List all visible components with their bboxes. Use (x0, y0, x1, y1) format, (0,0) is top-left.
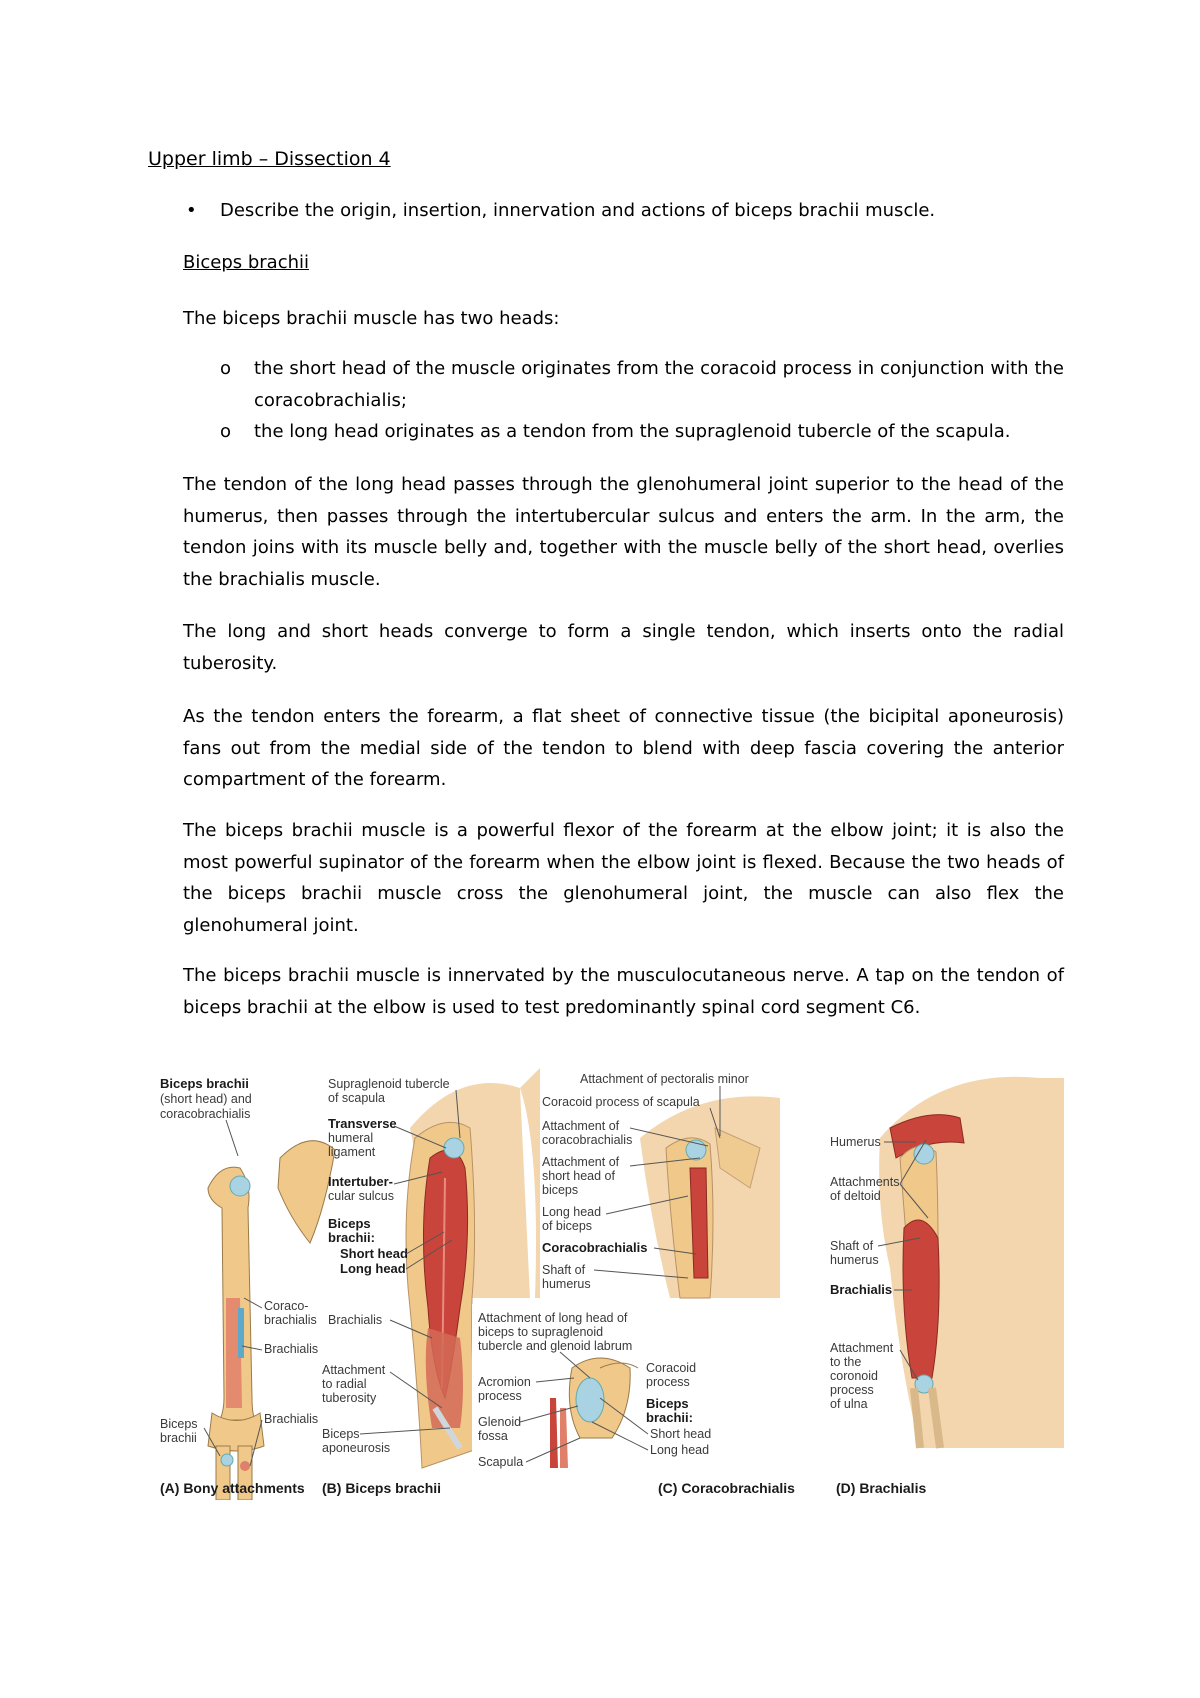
anatomy-figure (160, 1068, 1064, 1500)
objective-text: Describe the origin, insertion, innervation and actions of biceps brachii muscle. (220, 200, 936, 221)
panel-a (160, 1076, 335, 1500)
label-inset-coracoid-2: process (646, 1375, 690, 1389)
label-attach-coraco-2: coracobrachialis (542, 1133, 633, 1147)
label-shaft-humerus: Shaft of (830, 1239, 874, 1253)
label-coracobrachialis-2: brachialis (264, 1313, 317, 1327)
label-biceps-brachii-2: brachii (160, 1431, 197, 1445)
objective-item (186, 200, 935, 221)
label-coracobrachialis: Coraco- (264, 1299, 309, 1313)
label-inset-long-head-2: biceps to supraglenoid (478, 1325, 604, 1339)
label-pectoralis-minor: Attachment of pectoralis minor (580, 1072, 749, 1086)
label-coronoid: Attachment (830, 1341, 894, 1355)
label-brachialis-1: Brachialis (264, 1342, 319, 1356)
label-attach-short-3: biceps (542, 1183, 579, 1197)
label-humerus: Humerus (830, 1135, 881, 1149)
label-transverse-3: ligament (328, 1145, 376, 1159)
list-marker: o (220, 421, 232, 442)
label-long-head: Long head (340, 1261, 406, 1276)
label-long-head: Long head (542, 1205, 602, 1219)
label-inset-long-head-3: tubercle and glenoid labrum (478, 1339, 633, 1353)
caption-panel-c: (C) Coracobrachialis (658, 1480, 795, 1496)
caption-panel-b: (B) Biceps brachii (322, 1480, 442, 1496)
label-brachialis: Brachialis (328, 1313, 383, 1327)
panel-d (830, 1077, 1064, 1496)
list-marker: o (220, 358, 232, 379)
label-coracoid-process: Coracoid process of scapula (542, 1095, 700, 1109)
label-biceps-2: brachii: (328, 1230, 375, 1245)
label-transverse-2: humeral (328, 1131, 374, 1145)
label-biceps: Biceps (328, 1216, 371, 1231)
anatomy-illustration (160, 1068, 1064, 1500)
paragraph-insertion: The long and short heads converge to form a single tendon, which inserts onto the radial tuberosity. (183, 621, 1064, 674)
paragraph-aponeurosis: As the tendon enters the forearm, a flat sheet of connective tissue (the bicipital aponeurosis) fans out from the medial side of the tendon to blend with deep fascia covering the anterior compartment of the forearm. (183, 706, 1064, 790)
label-inset-coracoid: Coracoid (646, 1361, 697, 1375)
caption-panel-d: (D) Brachialis (836, 1480, 927, 1496)
label-aponeurosis: Biceps (322, 1427, 360, 1441)
label-brachialis-d: Brachialis (830, 1282, 893, 1297)
label-glenoid-2: fossa (478, 1429, 508, 1443)
heads-list (220, 353, 1064, 448)
page-title: Upper limb – Dissection 4 (148, 148, 391, 170)
label-shaft-humerus-2: humerus (830, 1253, 879, 1267)
label-deltoid-2: of deltoid (830, 1189, 881, 1203)
intro-paragraph: The biceps brachii muscle has two heads: (183, 308, 560, 329)
label-inset-long-head-label: Long head (650, 1443, 710, 1457)
label-attach-short: Attachment of (542, 1155, 620, 1169)
label-intertubercular: Intertuber- (328, 1174, 393, 1189)
list-item-text: the long head originates as a tendon from the supraglenoid tubercle of the scapula. (254, 421, 1011, 442)
label-inset-biceps-2: brachii: (646, 1410, 693, 1425)
label-biceps-short-head-3: coracobrachialis (160, 1107, 251, 1121)
label-attach-short-2: short head of (542, 1169, 615, 1183)
label-transverse: Transverse (328, 1116, 397, 1131)
label-radial-tuberosity-2: to radial (322, 1377, 367, 1391)
label-intertubercular-2: cular sulcus (328, 1189, 394, 1203)
label-glenoid: Glenoid (478, 1415, 522, 1429)
label-coronoid-5: of ulna (830, 1397, 868, 1411)
label-aponeurosis-2: aponeurosis (322, 1441, 391, 1455)
label-coronoid-2: to the (830, 1355, 862, 1369)
paragraph-innervation: The biceps brachii muscle is innervated by the musculocutaneous nerve. A tap on the tendon of biceps brachii at the elbow is used to test predominantly spinal cord segment C6. (183, 965, 1064, 1018)
list-item (220, 353, 1064, 416)
label-coronoid-4: process (830, 1383, 874, 1397)
label-brachialis-2: Brachialis (264, 1412, 319, 1426)
label-biceps-short-head: Biceps brachii (160, 1076, 249, 1091)
label-deltoid: Attachments (830, 1175, 900, 1189)
section-heading: Biceps brachii (183, 252, 310, 273)
list-item-text: the short head of the muscle originates from the coracoid process in conjunction with the coracobrachialis; (254, 358, 1064, 411)
label-acromion: Acromion (478, 1375, 531, 1389)
caption-panel-a: (A) Bony attachments (160, 1480, 305, 1496)
label-coracobrachialis: Coracobrachialis (542, 1240, 648, 1255)
label-inset-long-head: Attachment of long head of (478, 1311, 628, 1325)
label-radial-tuberosity: Attachment (322, 1363, 386, 1377)
label-inset-biceps: Biceps (646, 1396, 689, 1411)
label-coronoid-3: coronoid (830, 1369, 878, 1383)
bullet-marker: • (186, 200, 197, 221)
label-acromion-2: process (478, 1389, 522, 1403)
label-long-head-2: of biceps (542, 1219, 593, 1233)
label-shaft-2: humerus (542, 1277, 591, 1291)
inset-glenoid (472, 1304, 711, 1476)
label-radial-tuberosity-3: tuberosity (322, 1391, 377, 1405)
label-attach-coraco: Attachment of (542, 1119, 620, 1133)
paragraph-actions: The biceps brachii muscle is a powerful flexor of the forearm at the elbow joint; it is also the most powerful supinator of the forearm when the elbow joint is flexed. Because the two heads of the biceps brachii muscle cross the glenohumeral joint, the muscle can also flex the glenohumeral joint. (183, 820, 1064, 936)
label-inset-short-head: Short head (650, 1427, 712, 1441)
label-biceps-short-head-2: (short head) and (160, 1092, 252, 1106)
list-item (220, 416, 1064, 448)
label-biceps-brachii: Biceps (160, 1417, 198, 1431)
paragraph-tendon-long-head: The tendon of the long head passes through the glenohumeral joint superior to the head of the humerus, then passes through the intertubercular sulcus and enters the arm. In the arm, the tendon joins with its muscle belly and, together with the muscle belly of the short head, overlies the brachialis muscle. (183, 474, 1064, 590)
label-shaft: Shaft of (542, 1263, 586, 1277)
label-short-head: Short head (340, 1246, 408, 1261)
label-scapula: Scapula (478, 1455, 524, 1469)
label-supraglenoid: Supraglenoid tubercle (328, 1077, 450, 1091)
label-supraglenoid-2: of scapula (328, 1091, 385, 1105)
